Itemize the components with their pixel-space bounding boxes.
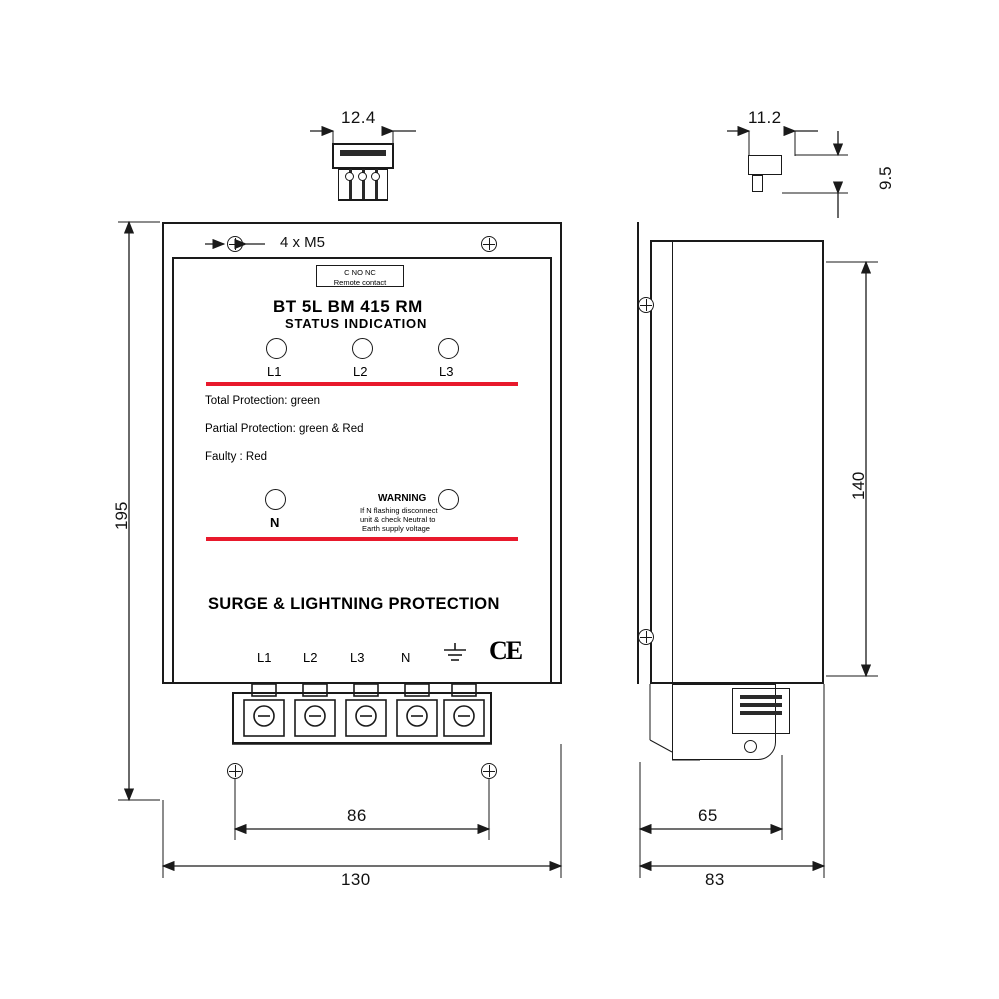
side-connector-outline	[748, 155, 782, 175]
dim-side-depth-body: 65	[698, 806, 718, 825]
dim-side-connector-height: 9.5	[876, 166, 895, 190]
dim-front-height: 195	[112, 501, 131, 530]
product-tagline: SURGE & LIGHTNING PROTECTION	[208, 595, 500, 613]
side-screw-top	[638, 297, 654, 313]
side-body-outline	[650, 240, 824, 684]
led-neutral	[265, 489, 286, 510]
side-mounting-plate	[637, 222, 639, 684]
led-label-l1: L1	[267, 364, 282, 379]
front-top-connector-hole-2	[358, 172, 367, 181]
warning-line-1: If N flashing disconnect	[360, 506, 438, 515]
led-l1	[266, 338, 287, 359]
terminal-block	[232, 692, 492, 744]
legend-total-protection: Total Protection: green	[205, 395, 321, 407]
legend-faulty: Faulty : Red	[205, 451, 267, 463]
led-label-l3: L3	[439, 364, 454, 379]
red-separator-upper	[206, 382, 518, 386]
mounting-note: 4 x M5	[280, 234, 326, 251]
ce-mark: CE	[489, 636, 522, 665]
side-connector-foot	[752, 175, 763, 192]
dim-front-width: 130	[341, 870, 371, 889]
front-top-connector-base	[338, 199, 388, 201]
led-label-neutral: N	[270, 515, 280, 530]
front-top-connector-body	[332, 143, 394, 169]
side-din-clip	[732, 688, 790, 734]
legend-partial-protection: Partial Protection: green & Red	[205, 423, 364, 435]
front-top-connector-slot-1	[340, 150, 386, 156]
led-l2	[352, 338, 373, 359]
terminal-label-n: N	[401, 650, 411, 665]
dim-front-mount-span: 86	[347, 806, 367, 825]
red-separator-lower	[206, 537, 518, 541]
dim-side-connector-width: 11.2	[748, 108, 782, 127]
remote-contact-terminals: C NO NC	[344, 268, 376, 277]
mount-screw-top-left	[227, 236, 243, 252]
mount-screw-top-right	[481, 236, 497, 252]
status-indication-heading: STATUS INDICATION	[285, 316, 428, 331]
led-label-l2: L2	[353, 364, 368, 379]
mount-screw-bottom-left	[227, 763, 243, 779]
product-name: BT 5L BM 415 RM	[273, 297, 423, 316]
terminal-label-l1: L1	[257, 650, 272, 665]
front-top-connector-hole-1	[345, 172, 354, 181]
warning-line-2: unit & check Neutral to	[360, 515, 436, 524]
led-l3	[438, 338, 459, 359]
mount-screw-bottom-right	[481, 763, 497, 779]
dim-connector-width-front: 12.4	[341, 108, 376, 127]
led-warning	[438, 489, 459, 510]
side-body-inner-edge	[672, 240, 673, 684]
terminal-label-l3: L3	[350, 650, 365, 665]
warning-line-3: Earth supply voltage	[362, 524, 430, 533]
side-din-pivot	[744, 740, 757, 753]
dim-side-height: 140	[849, 471, 868, 500]
remote-contact-caption: Remote contact	[333, 278, 387, 287]
side-screw-bottom	[638, 629, 654, 645]
dim-side-depth-overall: 83	[705, 870, 725, 889]
terminal-label-l2: L2	[303, 650, 318, 665]
warning-heading: WARNING	[378, 493, 427, 504]
front-top-connector-hole-3	[371, 172, 380, 181]
